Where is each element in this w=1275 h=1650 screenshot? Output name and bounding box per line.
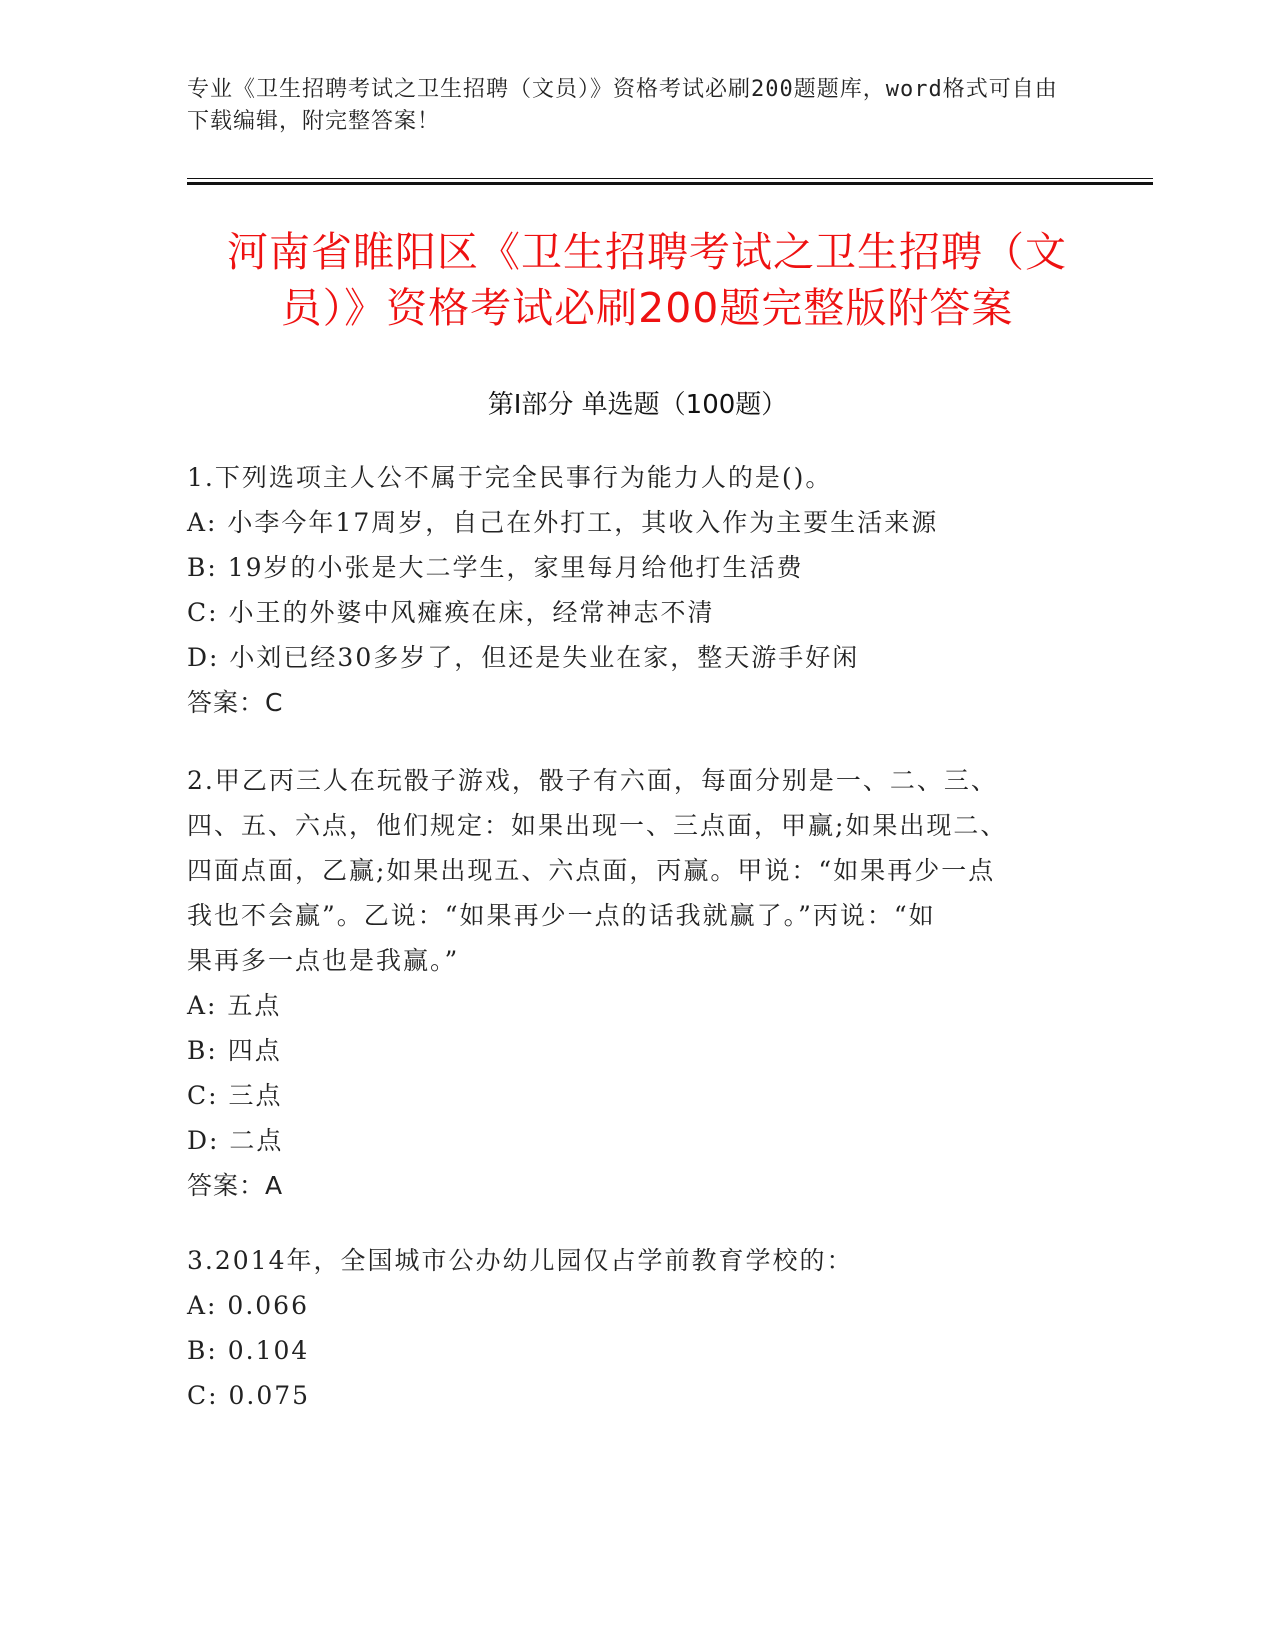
option-b: B: 19岁的小张是大二学生，家里每月给他打生活费 xyxy=(187,553,804,582)
section-heading: 第Ⅰ部分 单选题（100题） xyxy=(487,390,788,420)
option-a: A: 小李今年17周岁，自己在外打工，其收入作为主要生活来源 xyxy=(187,508,939,537)
option-a: A: 五点 xyxy=(187,991,282,1020)
question-stem-line: 我也不会赢”。乙说：“如果再少一点的话我就赢了。”丙说：“如 xyxy=(187,901,936,930)
option-b: B: 四点 xyxy=(187,1036,282,1065)
header-divider-thin xyxy=(187,178,1153,179)
question-stem-line: 四面点面，乙赢;如果出现五、六点面，丙赢。甲说：“如果再少一点 xyxy=(187,856,996,885)
question-1 xyxy=(187,455,1087,725)
answer-label: 答案：A xyxy=(187,1171,284,1200)
option-c: C: 三点 xyxy=(187,1081,283,1110)
option-c: C: 0.075 xyxy=(187,1381,311,1410)
document-title: 河南省睢阳区《卫生招聘考试之卫生招聘（文员）》资格考试必刷200题完整版附答案 xyxy=(227,228,1067,332)
answer-label: 答案：C xyxy=(187,688,284,717)
question-stem-line: 四、五、六点，他们规定：如果出现一、三点面，甲赢;如果出现二、 xyxy=(187,811,1008,840)
question-stem-line: 果再多一点也是我赢。” xyxy=(187,946,460,975)
question-2 xyxy=(187,758,1087,1208)
option-a: A: 0.066 xyxy=(187,1291,309,1320)
question-stem: 3.2014年，全国城市公办幼儿园仅占学前教育学校的： xyxy=(187,1246,854,1275)
header-note: 专业《卫生招聘考试之卫生招聘（文员）》资格考试必刷200题题库，word格式可自由下载编辑，附完整答案！ xyxy=(187,77,1058,134)
option-d: D: 小刘已经30多岁了，但还是失业在家，整天游手好闲 xyxy=(187,643,860,672)
question-3 xyxy=(187,1238,1087,1418)
question-stem: 1.下列选项主人公不属于完全民事行为能力人的是()。 xyxy=(187,463,833,492)
option-b: B: 0.104 xyxy=(187,1336,310,1365)
header-divider-thick xyxy=(187,182,1153,185)
option-c: C: 小王的外婆中风瘫痪在床，经常神志不清 xyxy=(187,598,715,627)
option-d: D: 二点 xyxy=(187,1126,284,1155)
question-stem-line: 2.甲乙丙三人在玩骰子游戏，骰子有六面，每面分别是一、二、三、 xyxy=(187,766,998,795)
